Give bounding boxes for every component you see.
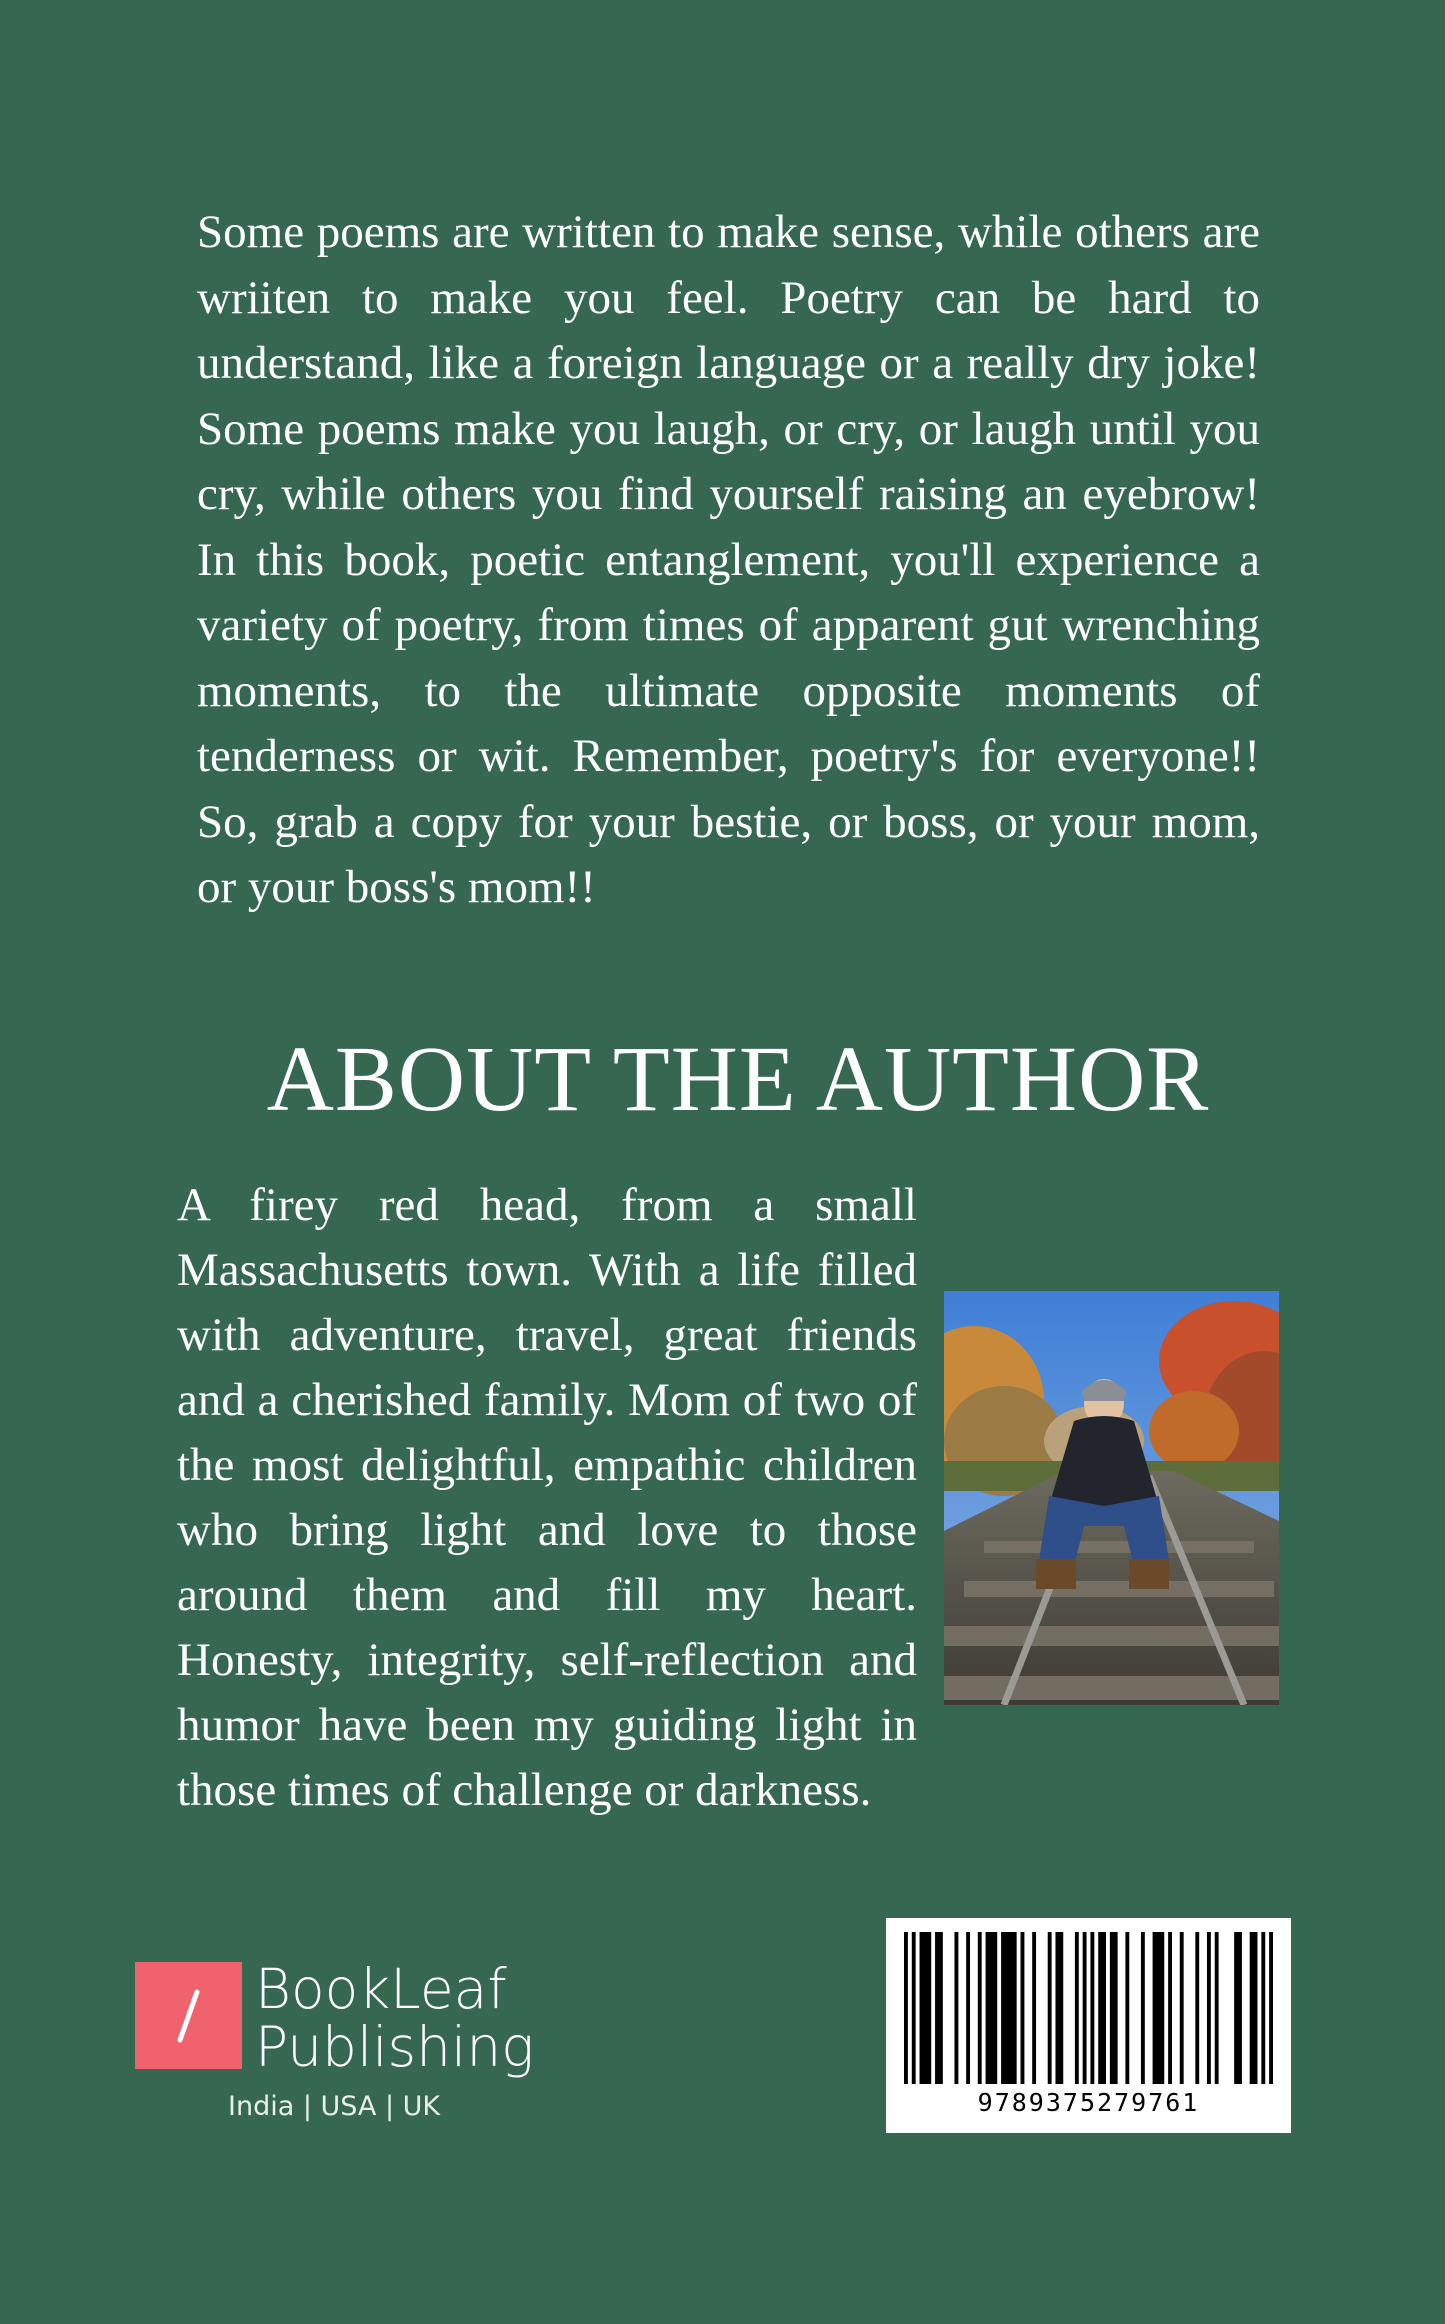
barcode-bar	[1153, 1932, 1165, 2084]
publisher-name	[255, 1957, 535, 2079]
barcode-bar	[978, 1932, 982, 2084]
barcode-bar	[1125, 1932, 1129, 2084]
barcode-bar	[1032, 1932, 1036, 2084]
barcode-bar	[904, 1932, 908, 2084]
barcode-bar	[1083, 1932, 1087, 2084]
barcode-bar	[1055, 1932, 1063, 2084]
barcode-bar	[966, 1932, 970, 2084]
barcode-bar	[1001, 1932, 1017, 2084]
barcode-bar	[1250, 1932, 1258, 2084]
publisher-name-line2: Publishing	[255, 2015, 535, 2079]
barcode-bar	[1207, 1932, 1211, 2084]
about-author-heading: ABOUT THE AUTHOR	[266, 1028, 1210, 1131]
barcode-bar	[935, 1932, 943, 2084]
barcode-bar	[1110, 1932, 1118, 2084]
author-photo	[944, 1291, 1279, 1705]
barcode-bar	[1215, 1932, 1219, 2084]
author-bio: A firey red head, from a small Massachusetts town. With a life filled with adventure, travel, great friends and a cherished family. Mom of two of the most delightful, empathic children who bring light and love to those around them and fill my heart. Honesty, integrity, self-reflection and humor have been my guiding light in those times of challenge or darkness.	[177, 1179, 917, 1816]
isbn-number: 9789375279761	[977, 2088, 1200, 2117]
barcode-bar	[1090, 1932, 1094, 2084]
barcode-bar	[1168, 1932, 1172, 2084]
barcode-bar	[1180, 1932, 1184, 2084]
barcode-bar	[912, 1932, 916, 2084]
barcode-bar	[920, 1932, 932, 2084]
back-cover-blurb: Some poems are written to make sense, while others are wriiten to make you feel. Poetry can be hard to understand, like a foreign language or a really dry joke! Some poems make you laugh, or cry, or laugh until you cry, while others you find yourself raising an eyebrow! In this book, poetic entanglement, you'll experience a variety of poetry, from times of apparent gut wrenching moments, to the ultimate opposite moments of tenderness or wit. Remember, poetry's for everyone!! So, grab a copy for your bestie, or boss, or your mom, or your boss's mom!!	[197, 206, 1260, 913]
barcode-bar	[1261, 1932, 1265, 2084]
barcode-bar	[986, 1932, 998, 2084]
publisher-name-line1: BookLeaf	[255, 1957, 507, 2021]
barcode-bar	[1048, 1932, 1052, 2084]
isbn-barcode	[886, 1918, 1291, 2133]
slash-logo-icon	[135, 1962, 242, 2069]
publisher-regions: India | USA | UK	[228, 2091, 441, 2122]
barcode-bar	[954, 1932, 958, 2084]
barcode-bar	[1021, 1932, 1025, 2084]
publisher-logo	[135, 1957, 635, 2132]
barcode-bar	[1098, 1932, 1106, 2084]
barcode-bar	[1075, 1932, 1079, 2084]
barcode-bar	[1195, 1932, 1199, 2084]
barcode-bar	[1269, 1932, 1273, 2084]
barcode-bar	[1141, 1932, 1145, 2084]
barcode-bar	[1234, 1932, 1242, 2084]
